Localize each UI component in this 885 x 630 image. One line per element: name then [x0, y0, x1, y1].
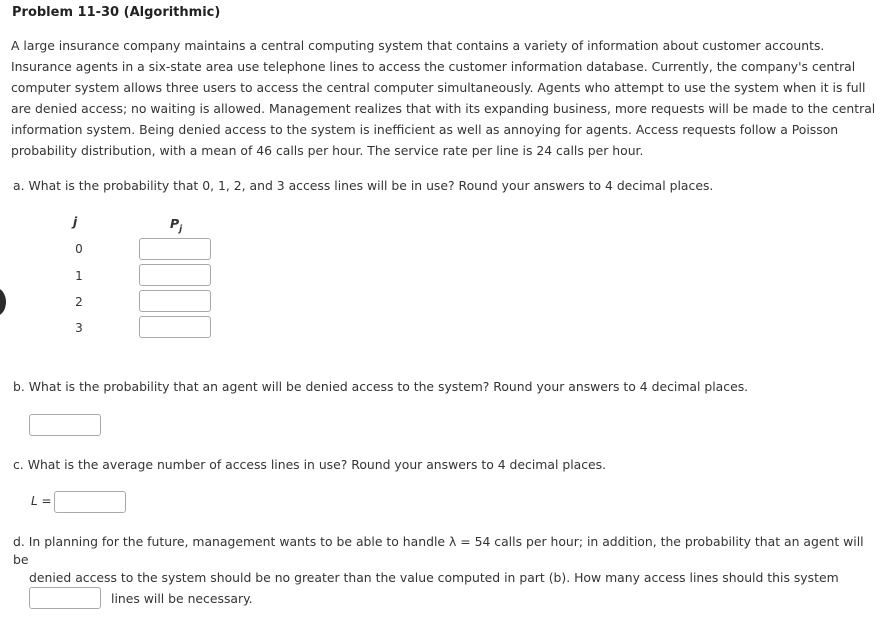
column-header-p: P	[170, 216, 180, 231]
j-value-2: 2	[75, 295, 83, 309]
question-b: b. What is the probability that an agent will be denied access to the system? Round your answers to 4 decimal places.	[13, 379, 749, 394]
column-header-pj	[170, 216, 182, 235]
j-value-3: 3	[75, 321, 83, 335]
question-c: c. What is the average number of access lines in use? Round your answers to 4 decimal places.	[13, 457, 607, 472]
column-header-p-sub: j	[179, 224, 183, 235]
question-d-line2: denied access to the system should be no greater than the value computed in part (b). How many access lines should this system	[29, 570, 839, 585]
problem-intro: A large insurance company maintains a central computing system that contains a variety of information about customer accounts. Insurance agents in a six-state area use telephone lines to access the customer information database. Currently, the company's central computer system allows three users to access the central computer simultaneously. Agents who attempt to use the system when it is full are denied access; no waiting is allowed. Management realizes that with its expanding business, more requests will be made to the central information system. Being denied access to the system is inefficient as well as annoying for agents. Access requests follow a Poisson probability distribution, with a mean of 46 calls per hour. The service rate per line is 24 calls per hour.	[11, 38, 876, 158]
question-d-line1: d. In planning for the future, management wants to be able to handle λ = 54 calls per hour; in addition, the probability that an agent will be	[13, 534, 864, 567]
problem-title: Problem 11-30 (Algorithmic)	[12, 5, 221, 20]
access-lines-input[interactable]	[29, 587, 101, 609]
denied-probability-input[interactable]	[29, 414, 101, 436]
p1-input[interactable]	[139, 264, 211, 286]
p2-input[interactable]	[139, 290, 211, 312]
j-value-0: 0	[75, 242, 83, 256]
average-lines-input[interactable]	[54, 491, 126, 513]
p3-input[interactable]	[139, 316, 211, 338]
p0-input[interactable]	[139, 238, 211, 260]
j-value-1: 1	[75, 269, 83, 283]
question-a: a. What is the probability that 0, 1, 2, and 3 access lines will be in use? Round your answers to 4 decimal places.	[13, 178, 714, 193]
l-label: L =	[31, 494, 52, 508]
column-header-j: j	[73, 214, 78, 229]
lines-suffix: lines will be necessary.	[111, 591, 253, 606]
edge-marker	[0, 288, 6, 316]
